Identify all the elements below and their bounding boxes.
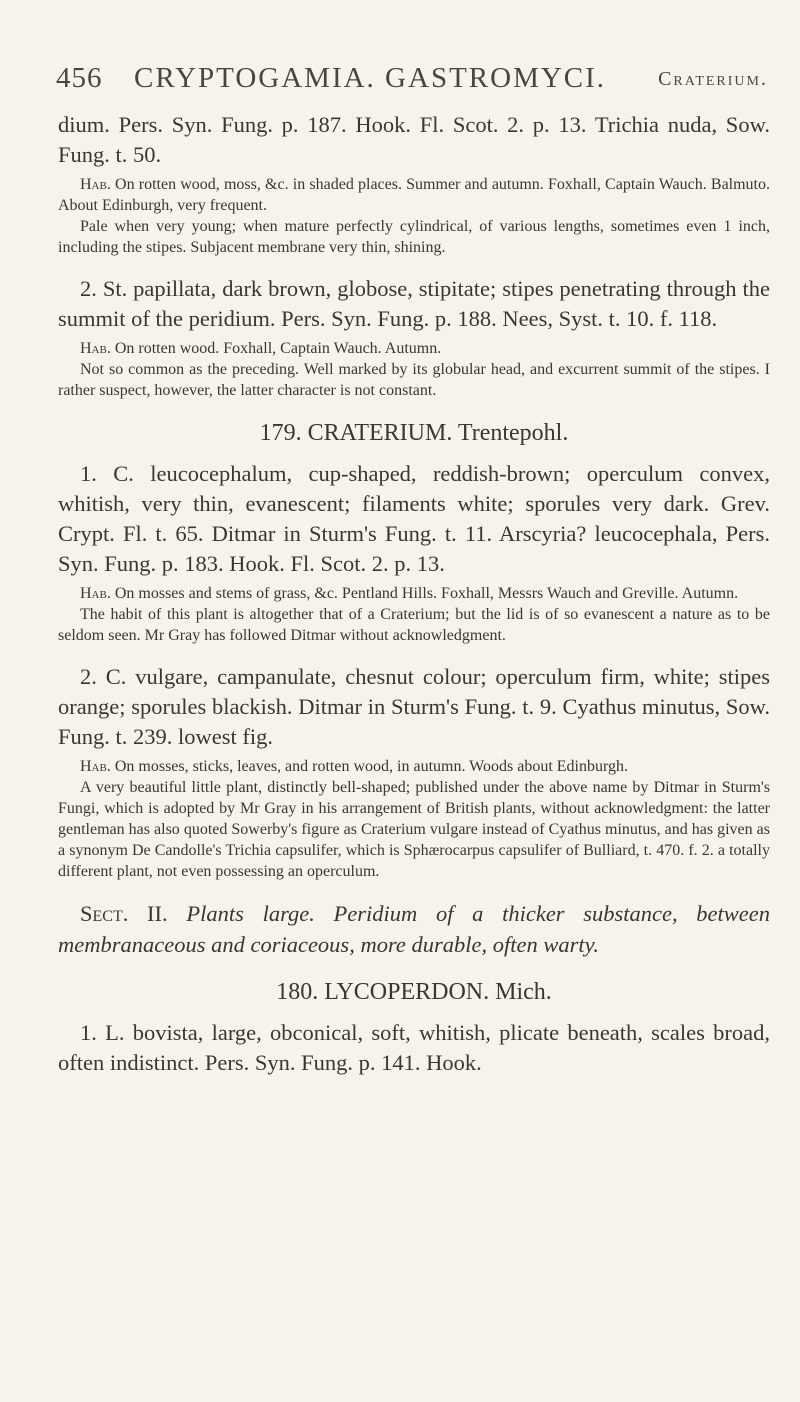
species-description: C. vulgare, campanulate, chesnut colour; operculum firm, white; stipes orange; sporules blackish. Ditmar in Sturm's Fung. t. 9. Cyathus minutus, Sow. Fung. t. 239. lowest fig. [58,664,770,749]
species-entry [58,459,770,579]
species-description: L. bovista, large, obconical, soft, whitish, plicate beneath, scales broad, often indistinct. Pers. Syn. Fung. p. 141. Hook. [58,1020,770,1075]
habitat-label: Hab. [80,585,111,602]
habitat-text: On rotten wood. Foxhall, Captain Wauch. Autumn. [114,340,442,357]
species-entry [58,274,770,334]
species-number: 2. [80,276,97,301]
habitat-entry [58,338,770,359]
paragraph-continuation: dium. Pers. Syn. Fung. p. 187. Hook. Fl. Scot. 2. p. 13. Trichia nuda, Sow. Fung. t. 50. [58,112,770,167]
page-header [56,62,768,102]
habitat-text: On mosses, sticks, leaves, and rotten wood, in autumn. Woods about Edinburgh. [114,758,629,775]
species-number: 1. [80,1020,97,1045]
habitat-entry [58,583,770,604]
section-description: Plants large. Peridium of a thicker substance, between membranaceous and coriaceous, more durable, often warty. [58,901,771,957]
observation-note: The habit of this plant is altogether that of a Craterium; but the lid is of so evanescent a nature as to be seldom seen. Mr Gray has followed Ditmar without acknowledgment. [58,606,770,644]
observation-note: A very beautiful little plant, distinctly bell-shaped; published under the above name by Ditmar in Sturm's Fungi, which is adopted by Mr Gray in his arrangement of British plants, without acknowledgment: the latter gentleman has also quoted Sowerby's figure as Craterium vulgare instead of Cyathus minutus, and has given as a synonym De Candolle's Trichia capsulifer, which is Sphærocarpus capsulifer of Bulliard, t. 470. f. 2. a totally different plant, not even possessing an operculum. [58,779,770,880]
species-number: 1. [80,461,97,486]
page-number: 456 [56,62,103,94]
habitat-entry [58,756,770,777]
species-entry [58,662,770,752]
body-text [58,110,770,1078]
observation-note: Pale when very young; when mature perfectly cylindrical, of various lengths, sometimes even 1 inch, including the stipes. Subjacent membrane very thin, shining. [58,218,770,256]
page-title: CRYPTOGAMIA. GASTROMYCI. [134,62,607,94]
section-heading [58,898,770,960]
species-description: C. leucocephalum, cup-shaped, reddish-brown; operculum convex, whitish, very thin, evanescent; filaments white; sporules very dark. Grev. Crypt. Fl. t. 65. Ditmar in Sturm's Fung. t. 11. Arscyria? leucocephala, Pers. Syn. Fung. p. 183. Hook. Fl. Scot. 2. p. 13. [58,461,770,576]
species-number: 2. [80,664,97,689]
habitat-text: On mosses and stems of grass, &c. Pentland Hills. Foxhall, Messrs Wauch and Greville. Autumn. [114,585,739,602]
section-label: Sect. II. [80,901,168,926]
species-description: St. papillata, dark brown, globose, stipitate; stipes penetrating through the summit of the peridium. Pers. Syn. Fung. p. 188. Nees, Syst. t. 10. f. 118. [58,276,770,331]
observation-note: Not so common as the preceding. Well marked by its globular head, and excurrent summit of the stipes. I rather suspect, however, the latter character is not constant. [58,361,770,399]
habitat-label: Hab. [80,340,111,357]
habitat-label: Hab. [80,758,111,775]
habitat-entry [58,174,770,216]
habitat-text: On rotten wood, moss, &c. in shaded places. Summer and autumn. Foxhall, Captain Wauch. Balmuto. About Edinburgh, very frequent. [58,176,771,214]
genus-heading: 180. LYCOPERDON. Mich. [276,979,552,1005]
species-entry [58,1018,770,1078]
genus-heading: 179. CRATERIUM. Trentepohl. [259,420,569,446]
habitat-label: Hab. [80,176,111,193]
running-head: Craterium. [658,68,768,90]
